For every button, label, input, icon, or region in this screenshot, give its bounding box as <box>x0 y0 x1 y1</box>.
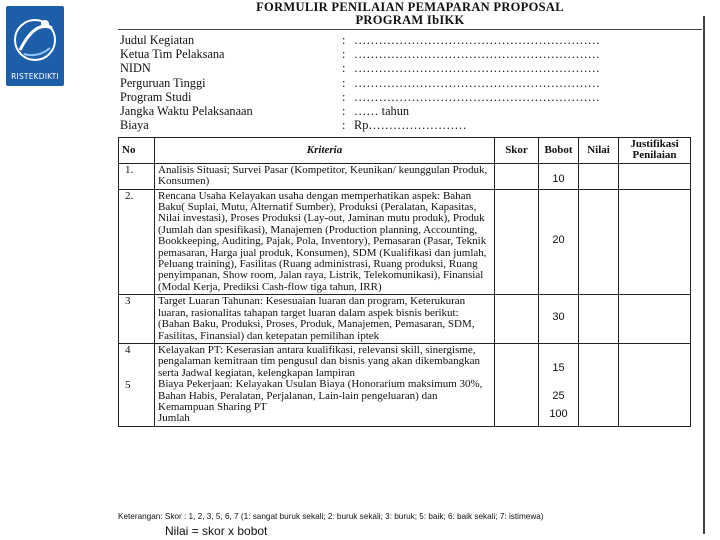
nilai-cell[interactable] <box>579 163 619 189</box>
skor-cell[interactable] <box>495 343 539 426</box>
row-criteria-5: Biaya Pekerjaan: Kelayakan Usulan Biaya (Honorarium maksimum 30%, Bahan Habis, Peralatan, Perjalanan, Lain-lain pengeluaran) dan Kemampuan Sharing PT <box>158 378 483 413</box>
proposal-info <box>120 33 680 132</box>
info-row <box>120 104 680 118</box>
row-criteria: Target Luaran Tahunan: Kesesuaian luaran dan program, Keterukuran luaran, rasionalitas tahapan target luaran dalam aspek bisnis berikut: (Bahan Baku, Produksi, Proses, Produk, Manajemen, Pemasaran, SDM, Fasilitas, Finansial) dan ketepatan pemilihan iptek <box>155 295 495 344</box>
form-subtitle: PROGRAM IbIKK <box>355 13 465 27</box>
header-no: No <box>119 138 155 164</box>
row-number <box>119 343 155 426</box>
table-row <box>119 343 691 426</box>
row-bobot: 10 <box>539 163 579 189</box>
info-separator: : <box>342 75 346 90</box>
skor-cell[interactable] <box>495 295 539 344</box>
info-separator: : <box>342 47 346 62</box>
info-value: …………………………………………………… <box>354 61 600 76</box>
nilai-cell[interactable] <box>579 343 619 426</box>
table-row <box>119 163 691 189</box>
nilai-cell[interactable] <box>579 295 619 344</box>
row-criteria-4: Kelayakan PT: Keserasian antara kualifikasi, relevansi skill, sinergisme, pengalaman kemitraan tim pengusul dan bisnis yang akan dikembangkan serta Jadwal kegiatan, kelengkapan lampiran <box>158 343 480 379</box>
info-separator: : <box>342 118 346 133</box>
bobot-5: 25 <box>552 389 565 402</box>
info-row <box>120 61 680 75</box>
header-nilai: Nilai <box>579 138 619 164</box>
row-criteria <box>155 343 495 426</box>
row-number-4: 4 <box>125 343 131 356</box>
info-value: …………………………………………………… <box>354 89 600 104</box>
title-underline <box>118 29 702 30</box>
info-row <box>120 90 680 104</box>
header-justifikasi: Justifikasi Penilaian <box>619 138 691 164</box>
table-row <box>119 295 691 344</box>
score-formula: Nilai = skor x bobot <box>165 524 268 538</box>
row-bobot: 30 <box>539 295 579 344</box>
row-bobot: 20 <box>539 189 579 295</box>
criteria-table <box>118 137 691 427</box>
bobot-4: 15 <box>552 361 565 374</box>
justifikasi-cell[interactable] <box>619 343 691 426</box>
info-separator: : <box>342 103 346 118</box>
info-separator: : <box>342 33 346 47</box>
jumlah-label: Jumlah <box>158 412 190 425</box>
header-skor: Skor <box>495 138 539 164</box>
info-separator: : <box>342 61 346 76</box>
info-row <box>120 33 680 47</box>
info-label: Program Studi <box>120 89 192 104</box>
justifikasi-cell[interactable] <box>619 295 691 344</box>
form-title: FORMULIR PENILAIAN PEMAPARAN PROPOSAL <box>256 0 564 14</box>
row-number: 2. <box>119 189 155 295</box>
info-label: Perguruan Tinggi <box>120 75 206 90</box>
logo-emblem-icon <box>10 10 60 70</box>
row-criteria: Rencana Usaha Kelayakan usaha dengan memperhatikan aspek: Bahan Baku( Suplai, Mutu, Alternatif Sumber), Produksi (Peralatan, Kapasitas, Nilai investasi), Proses Produksi (Lay-out, Jaminan mutu produk), Produk (Jumlah dan spesifikasi), Manajemen (Production planning, Accounting, Bookkeeping, Auditing, Pajak, Pola, Inventory), Pemasaran (Pasar, Teknik pemasaran, Harga jual produk, Konsumen), SDM (Kualifikasi dan jumlah, Peluang training), Fasilitas (Ruang administrasi, Ruang produksi, Ruang penyimpanan, Show room, Jalan raya, Listrik, Telekomunikasi), Finansial (Modal Kerja, Prediksi Cash-flow tiga tahun, IRR) <box>155 189 495 295</box>
info-row <box>120 118 680 132</box>
right-border-rule <box>703 16 705 534</box>
header-bobot: Bobot <box>539 138 579 164</box>
info-value: …………………………………………………… <box>354 33 600 47</box>
header-kriteria: Kriteria <box>155 138 495 164</box>
row-number: 1. <box>119 163 155 189</box>
info-value: Rp…………………… <box>354 118 467 133</box>
score-legend: Keterangan: Skor : 1, 2, 3, 5, 6, 7 (1: sangat buruk sekali; 2: buruk sekali; 3: buruk; 5: baik; 6: baik sekali; 7: istimewa) <box>118 512 544 521</box>
row-bobot <box>539 343 579 426</box>
skor-cell[interactable] <box>495 189 539 295</box>
logo-text: RISTEKDIKTI <box>11 72 59 81</box>
row-number: 3 <box>119 295 155 344</box>
info-label: Ketua Tim Pelaksana <box>120 47 225 62</box>
ristekdikti-logo <box>6 6 64 86</box>
info-label: NIDN <box>120 61 151 76</box>
info-separator: : <box>342 89 346 104</box>
info-value: …………………………………………………… <box>354 75 600 90</box>
row-number-5: 5 <box>125 379 131 392</box>
info-label: Judul Kegiatan <box>120 33 195 47</box>
justifikasi-cell[interactable] <box>619 189 691 295</box>
table-row <box>119 189 691 295</box>
info-row <box>120 76 680 90</box>
info-value: …… tahun <box>354 103 409 118</box>
info-row <box>120 47 680 61</box>
table-header-row <box>119 138 691 164</box>
skor-cell[interactable] <box>495 163 539 189</box>
row-criteria: Analisis Situasi; Survei Pasar (Kompetitor, Keunikan/ keunggulan Produk, Konsumen) <box>155 163 495 189</box>
bobot-total: 100 <box>549 407 568 420</box>
justifikasi-cell[interactable] <box>619 163 691 189</box>
info-value: …………………………………………………… <box>354 47 600 62</box>
info-label: Jangka Waktu Pelaksanaan <box>120 103 253 118</box>
info-label: Biaya <box>120 118 149 133</box>
nilai-cell[interactable] <box>579 189 619 295</box>
